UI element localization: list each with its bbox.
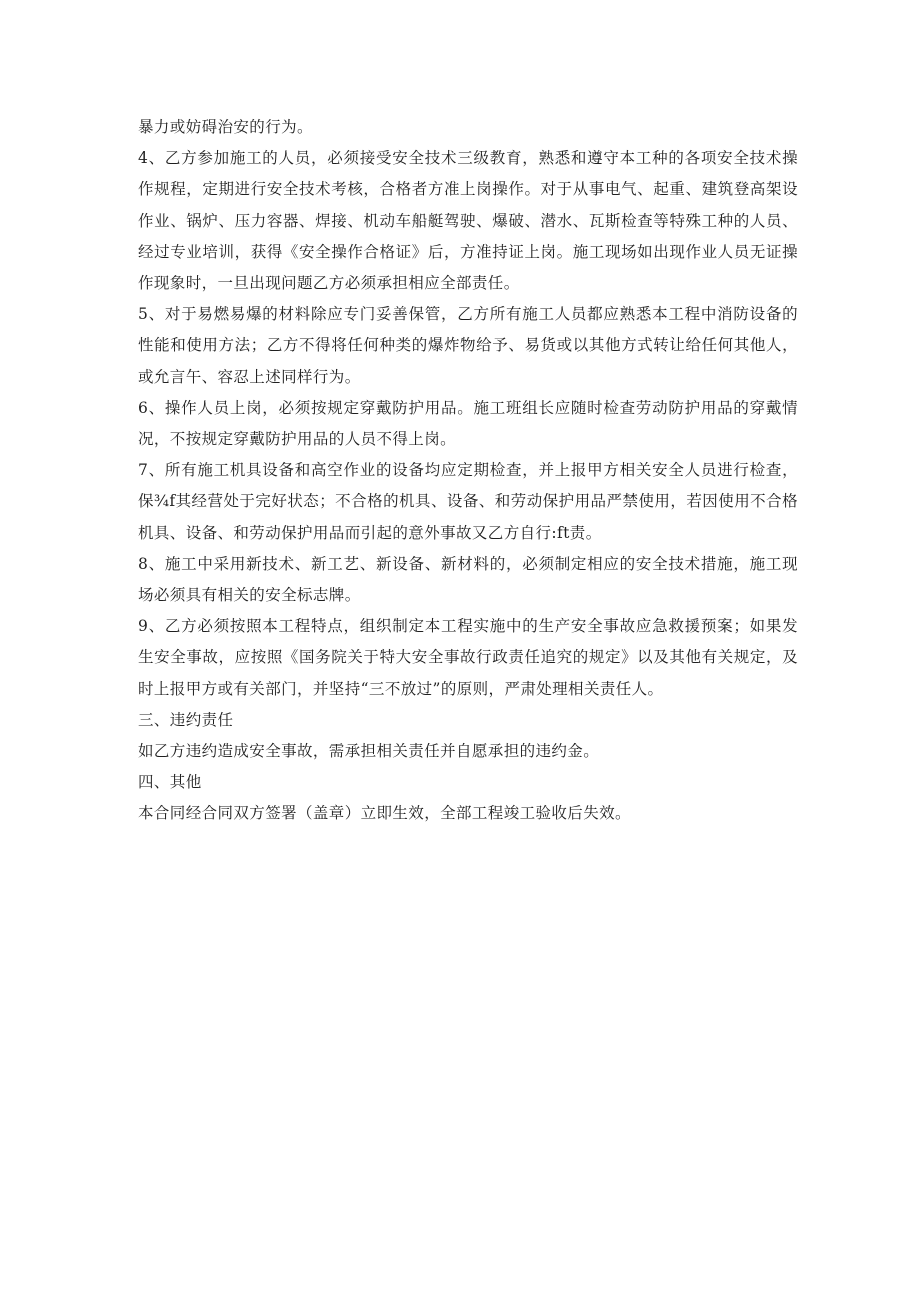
section-heading-other: 四、其他 (138, 773, 202, 792)
paragraph-continuation: 暴力或妨碍治安的行为。 (138, 118, 313, 136)
section-heading-breach: 三、违约责任 (138, 710, 234, 729)
paragraph-item-4: 4、乙方参加施工的人员，必须接受安全技术三级教育，熟悉和遵守本工种的各项安全技术操作规程，定期进行安全技术考核，合格者方准上岗操作。对于从事电气、起重、建筑登高架设作业、锅炉、压力容器、焊接、机动车船艇驾驶、爆破、潜水、瓦斯检查等特殊工种的人员、经过专业培训，获得《安全操作合格证》后，方准持证上岗。施工现场如出现作业人员无证操作现象时，一旦出现问题乙方必须承担相应全部责任。 (138, 149, 798, 293)
document-body (138, 112, 798, 830)
paragraph-other: 本合同经合同双方签署（盖章）立即生效，全部工程竣工验收后失效。 (138, 804, 631, 823)
paragraph-item-5: 5、对于易燃易爆的材料除应专门妥善保管，乙方所有施工人员都应熟悉本工程中消防设备的性能和使用方法；乙方不得将任何种类的爆炸物给予、易货或以其他方式转让给任何其他人，或允言午、容忍上述同样行为。 (138, 305, 798, 386)
paragraph-item-9: 9、乙方必须按照本工程特点，组织制定本工程实施中的生产安全事故应急救援预案；如果发生安全事故，应按照《国务院关于特大安全事故行政责任追究的规定》以及其他有关规定，及时上报甲方或有关部门，并坚持“三不放过”的原则，严肃处理相关责任人。 (138, 617, 798, 698)
paragraph-item-7: 7、所有施工机具设备和高空作业的设备均应定期检查，并上报甲方相关安全人员进行检查，保¾f其经营处于完好状态；不合格的机具、设备、和劳动保护用品严禁使用，若因使用不合格机具、设备、和劳动保护用品而引起的意外事故又乙方自行:ft责。 (138, 461, 798, 542)
paragraph-breach: 如乙方违约造成安全事故，需承担相关责任并自愿承担的违约金。 (138, 742, 600, 761)
paragraph-item-8: 8、施工中采用新技术、新工艺、新设备、新材料的，必须制定相应的安全技术措施，施工现场必须具有相关的安全标志牌。 (138, 554, 798, 605)
paragraph-item-6: 6、操作人员上岗，必须按规定穿戴防护用品。施工班组长应随时检查劳动防护用品的穿戴情况，不按规定穿戴防护用品的人员不得上岗。 (138, 398, 798, 449)
